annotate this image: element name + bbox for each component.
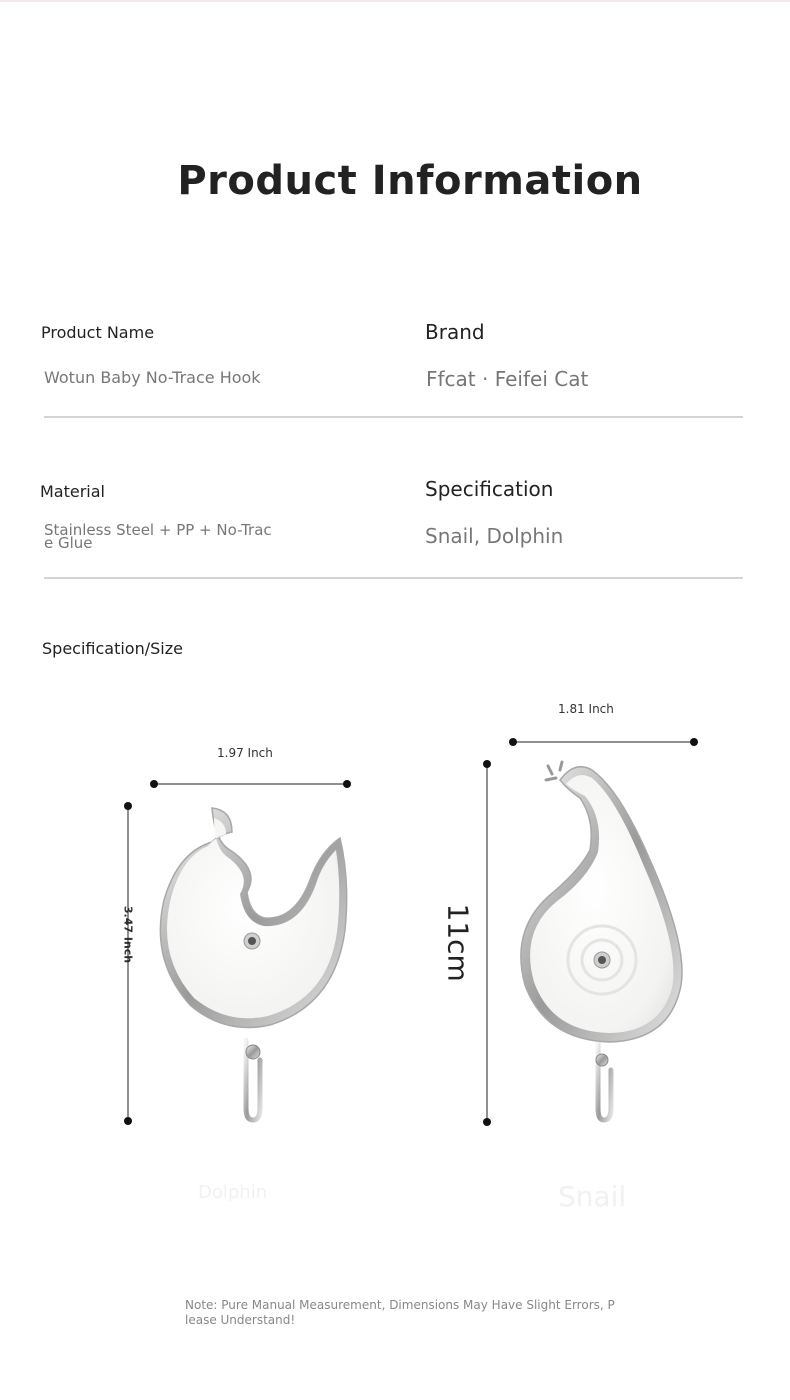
snail-hook-image — [521, 762, 682, 1120]
snail-height-label: 11cm — [441, 903, 475, 982]
brand-label: Brand — [425, 320, 485, 344]
dolphin-height-label: 3.47 Inch — [121, 905, 135, 964]
size-section-label: Specification/Size — [42, 639, 183, 658]
dolphin-caption: Dolphin — [198, 1182, 268, 1203]
brand-value: Ffcat · Feifei Cat — [426, 367, 589, 391]
page-title: Product Information — [177, 158, 643, 204]
material-value: Stainless Steel + PP + No-Trace Glue — [44, 521, 272, 552]
snail-width-label: 1.81 Inch — [558, 702, 614, 716]
dolphin-width-label: 1.97 Inch — [217, 746, 273, 760]
snail-height-dimension — [483, 760, 491, 1126]
specification-label: Specification — [425, 477, 554, 501]
product-name-label: Product Name — [41, 323, 155, 342]
material-label: Material — [40, 482, 105, 501]
dolphin-height-dimension — [124, 802, 132, 1125]
dolphin-hook-image — [160, 808, 346, 1120]
product-name-value: Wotun Baby No-Trace Hook — [44, 368, 261, 387]
snail-width-dimension — [509, 738, 698, 746]
snail-caption: Snail — [558, 1180, 627, 1213]
dolphin-width-dimension — [150, 780, 351, 788]
specification-value: Snail, Dolphin — [425, 524, 564, 548]
measurement-note: Note: Pure Manual Measurement, Dimensions May Have Slight Errors, Please Understand! — [185, 1298, 615, 1327]
